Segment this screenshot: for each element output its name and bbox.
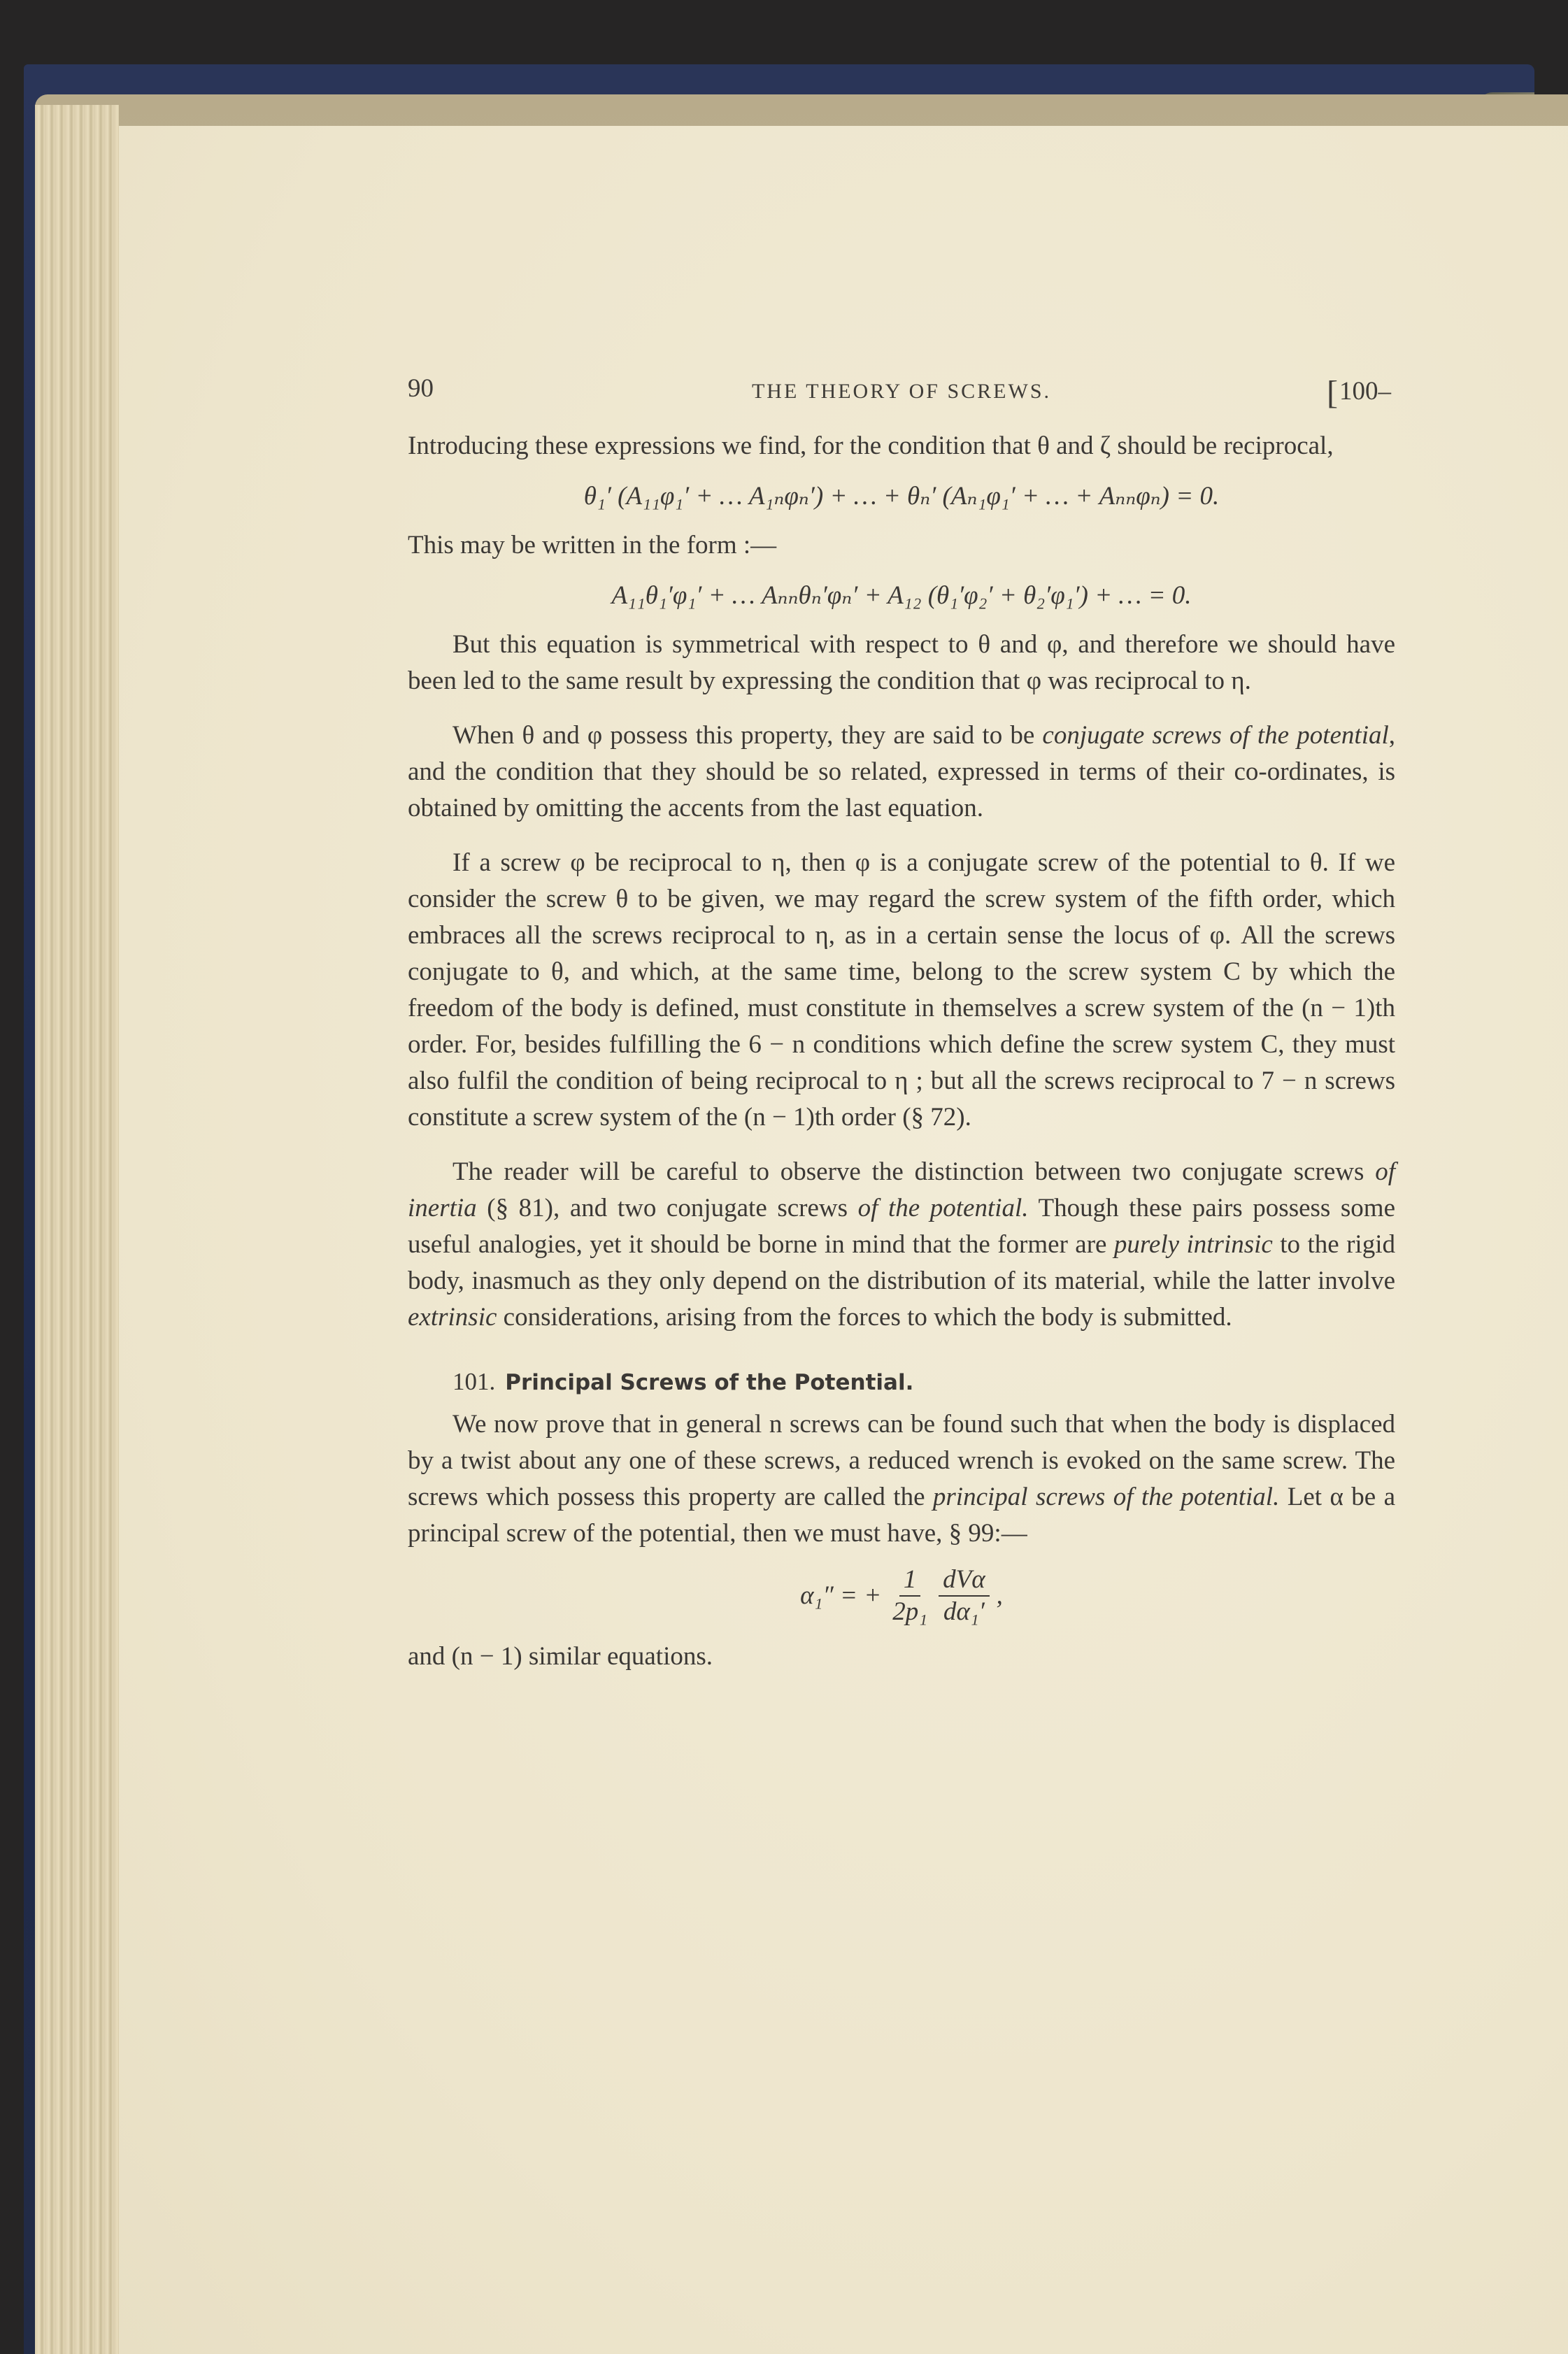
- text-run: (§ 81), and two conjugate screws: [476, 1194, 858, 1222]
- italic-term: of the potential.: [857, 1194, 1029, 1222]
- paragraph-principal-screws: [408, 1406, 1395, 1552]
- text-run: considerations, arising from the forces to which the body is submitted.: [497, 1303, 1232, 1332]
- equation-tail: ,: [996, 1581, 1003, 1610]
- section-reference-number: 100–: [1339, 377, 1391, 406]
- section-title: Principal Screws of the Potential.: [505, 1370, 914, 1395]
- page-stack-left-edge: [35, 105, 119, 2354]
- paragraph-intro: Introducing these expressions we find, for the condition that θ and ζ should be reciprocal,: [408, 431, 1334, 460]
- page-number: 90: [408, 374, 434, 403]
- text-run: We now prove that in general n screws can be found such that when the body is displaced by a twist about any one of these screws, a reduced wrench is evoked on the same screw. The screws which possess this property are called the: [408, 1410, 1395, 1511]
- section-number: 101.: [452, 1368, 496, 1395]
- section-heading: [408, 1364, 1395, 1401]
- running-title: THE THEORY OF SCREWS.: [751, 380, 1052, 403]
- text-run: Though these pairs possess some useful analogies, yet it should be borne in mind that the former are: [408, 1194, 1395, 1259]
- text-run: , and the condition that they should be so related, expressed in terms of their co-ordinates, is obtained by omitting the accents from the last equation.: [408, 721, 1396, 822]
- section-reference: [1327, 371, 1391, 410]
- paragraph-similar-equations: and (n − 1) similar equations.: [408, 1642, 713, 1671]
- fraction-denominator: 2p₁: [892, 1597, 928, 1626]
- paragraph-distinction: [408, 1154, 1395, 1336]
- text-run: Let α be a principal screw of the potential, then we must have, § 99:—: [408, 1483, 1395, 1548]
- text-run: When θ and φ possess this property, they are said to be: [452, 721, 1043, 750]
- italic-term: principal screws of the potential.: [932, 1483, 1280, 1511]
- text-run: to the rigid body, inasmuch as they only depend on the distribution of its material, while the latter involve: [408, 1230, 1395, 1295]
- equation-principal-screw: [408, 1564, 1395, 1627]
- italic-term: of inertia: [408, 1157, 1395, 1222]
- fraction-numerator: 1: [899, 1564, 921, 1597]
- paragraph-symmetry: But this equation is symmetrical with respect to θ and φ, and therefore we should have been led to the same result by expressing the condition that φ was reciprocal to η.: [408, 630, 1395, 695]
- page-text-block: [408, 371, 1395, 1675]
- equation-reciprocal-condition: θ₁′ (A₁₁φ₁′ + … A₁ₙφₙ′) + … + θₙ′ (Aₙ₁φ₁′ + … + Aₙₙφₙ) = 0.: [583, 482, 1220, 511]
- equation-symmetric-form: A₁₁θ₁′φ₁′ + … Aₙₙθₙ′φₙ′ + A₁₂ (θ₁′φ₂′ + θ₂′φ₁′) + … = 0.: [611, 581, 1192, 610]
- paragraph-conjugate-definition: [408, 718, 1395, 827]
- italic-term: purely intrinsic: [1113, 1230, 1273, 1259]
- italic-term: extrinsic: [408, 1303, 497, 1332]
- paragraph-locus: If a screw φ be reciprocal to η, then φ is a conjugate screw of the potential to θ. If we consider the screw θ to be given, we may regard the screw system of the fifth order, which embraces all the screws reciprocal to η, as in a certain sense the locus of φ. All the screws conjugate to θ, and which, at the same time, belong to the screw system C by which the freedom of the body is defined, must constitute in themselves a screw system of the (n − 1)th order. For, besides fulfilling the 6 − n conditions which define the screw system C, they must also fulfil the condition of being reciprocal to η ; but all the screws reciprocal to 7 − n screws constitute a screw system of the (n − 1)th order (§ 72).: [408, 848, 1395, 1132]
- fraction-one-over-2p: [888, 1564, 932, 1627]
- fraction-numerator: dVα: [939, 1564, 990, 1597]
- paragraph-written-form: This may be written in the form :—: [408, 531, 777, 559]
- fraction-derivative: [939, 1564, 990, 1627]
- italic-term: conjugate screws of the potential: [1042, 721, 1389, 750]
- fraction-denominator: dα₁′: [943, 1597, 985, 1626]
- text-run: The reader will be careful to observe the distinction between two conjugate screws: [452, 1157, 1376, 1186]
- running-head: [408, 371, 1395, 413]
- bracket-glyph: [: [1327, 374, 1338, 411]
- equation-lhs: α₁″ = +: [800, 1581, 882, 1610]
